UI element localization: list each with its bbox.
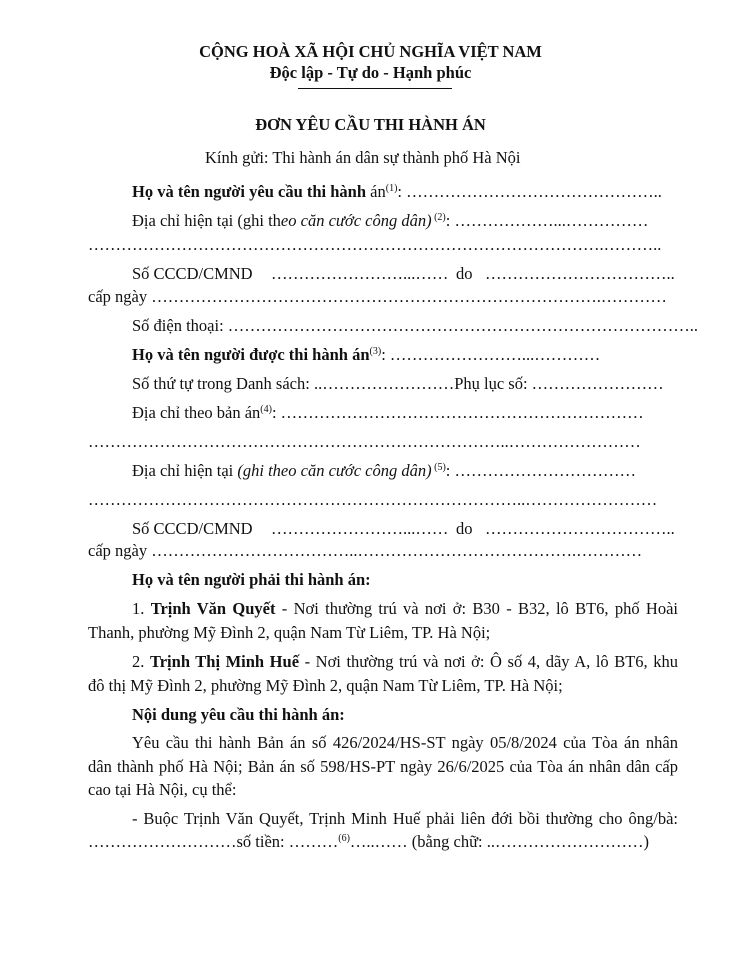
obligee-name-line <box>132 345 600 365</box>
form-title: ĐƠN YÊU CẦU THI HÀNH ÁN <box>255 115 486 134</box>
obligee-current-address-dots: : …………………………… <box>445 461 636 480</box>
footnote-ref-6: (6) <box>338 833 350 844</box>
requester-id-do: do <box>456 264 473 283</box>
requester-id-dots: ……………………...…… <box>271 264 449 283</box>
obligor-2-address: - Nơi thường trú và nơi ở: Ô số 4, dãy A, lô BT6, khu <box>299 652 679 671</box>
obligee-judgment-address-dots: : ………………………………………………………… <box>271 403 644 422</box>
obligor-2-number: 2. <box>132 652 150 671</box>
national-motto: Độc lập - Tự do - Hạnh phúc <box>269 63 472 82</box>
national-title: CỘNG HOÀ XÃ HỘI CHỦ NGHĨA VIỆT NAM <box>199 42 542 61</box>
obligee-id-date: cấp ngày ………………………………..………………………………….………… <box>88 541 643 560</box>
content-line-2: dân thành phố Hà Nội; Bản án số 598/HS-PT ngày 26/6/2025 của Tòa án nhân dân cấp <box>88 757 678 776</box>
obligee-name-dots: : ……………………...………… <box>381 345 601 364</box>
footnote-ref-5: (5) <box>431 462 446 473</box>
content-line-1: Yêu cầu thi hành Bản án số 426/2024/HS-ST ngày 05/8/2024 của Tòa án nhân <box>132 733 678 752</box>
requester-address-label-italic: eo căn cước công dân) <box>280 211 432 230</box>
obligor-1-name: Trịnh Văn Quyết <box>150 599 276 618</box>
obligor-2-line <box>132 652 678 672</box>
obligor-1-line <box>132 599 678 619</box>
obligor-1-number: 1. <box>132 599 151 618</box>
obligor-2-name: Trịnh Thị Minh Huế <box>149 652 300 671</box>
obligor-2-address-continuation: đô thị Mỹ Đình 2, phường Mỹ Đình 2, quận Nam Từ Liêm, TP. Hà Nội; <box>88 676 563 695</box>
requester-id-label: Số CCCD/CMND <box>132 264 253 283</box>
obligee-current-address-italic: (ghi theo căn cước công dân) <box>237 461 432 480</box>
requester-name-label-tail: án <box>366 182 386 201</box>
motto-underline <box>298 88 452 89</box>
obligee-judgment-address-continuation: …………………………………………………………………..…………………… <box>88 432 641 451</box>
compensation-recipient-dots: ………………………số tiền: ……… <box>88 832 339 851</box>
obligee-name-label: Họ và tên người được thi hành án <box>132 345 370 364</box>
requester-name-label: Họ và tên người yêu cầu thi hành <box>132 182 367 201</box>
obligee-id-do: do <box>456 519 473 538</box>
requester-address-continuation: ………………………………………………………………………………….……….. <box>88 235 662 254</box>
content-line-4: - Buộc Trịnh Văn Quyết, Trịnh Minh Huế phải liên đới bồi thường cho ông/bà: <box>132 809 678 828</box>
obligee-id-label: Số CCCD/CMND <box>132 519 253 538</box>
obligee-id-dots: ……………………...…… <box>271 519 449 538</box>
obligor-1-address: - Nơi thường trú và nơi ở: B30 - B32, lô BT6, phố Hoài <box>275 599 678 618</box>
requester-name-line <box>132 182 662 202</box>
obligor-1-address-continuation: Thanh, phường Mỹ Đình 2, quận Nam Từ Liêm, TP. Hà Nội; <box>88 623 491 642</box>
obligee-judgment-address-line <box>132 403 644 423</box>
obligee-judgment-address-label: Địa chỉ theo bản án <box>132 403 261 422</box>
obligors-heading: Họ và tên người phải thi hành án: <box>132 570 371 589</box>
requester-address-line <box>132 211 648 231</box>
obligee-current-address-line <box>132 461 636 481</box>
content-line-5 <box>88 832 649 852</box>
footnote-ref-2: (2) <box>431 212 446 223</box>
requester-address-label: Địa chỉ hiện tại (ghi th <box>132 211 281 230</box>
content-line-3: cao tại Hà Nội, cụ thể: <box>88 780 237 799</box>
compensation-amount-words: …..…… (bằng chữ: ..………………………) <box>349 832 649 851</box>
obligee-current-address-continuation: ……………………………………………………………………..…………………… <box>88 490 658 509</box>
requester-id-issuer: …………………………….. <box>485 264 675 283</box>
requester-address-dots: : ………………...…………… <box>445 211 649 230</box>
obligee-id-issuer: …………………………….. <box>485 519 675 538</box>
obligee-current-address-label: Địa chỉ hiện tại <box>132 461 238 480</box>
recipient-line: Kính gửi: Thi hành án dân sự thành phố Hà Nội <box>205 148 521 167</box>
footnote-ref-1: (1) <box>385 183 398 194</box>
footnote-ref-3: (3) <box>369 346 382 357</box>
content-heading: Nội dung yêu cầu thi hành án: <box>132 705 345 724</box>
requester-name-dots: : ……………………………………….. <box>397 182 662 201</box>
requester-id-date: cấp ngày ……………………………………………………………………….………… <box>88 287 667 306</box>
footnote-ref-4: (4) <box>260 404 272 415</box>
obligee-list-number: Số thứ tự trong Danh sách: ..……………………Phụ lục số: …………………… <box>132 374 664 393</box>
requester-phone: Số điện thoại: ………………………………………………………………………….. <box>132 316 699 335</box>
